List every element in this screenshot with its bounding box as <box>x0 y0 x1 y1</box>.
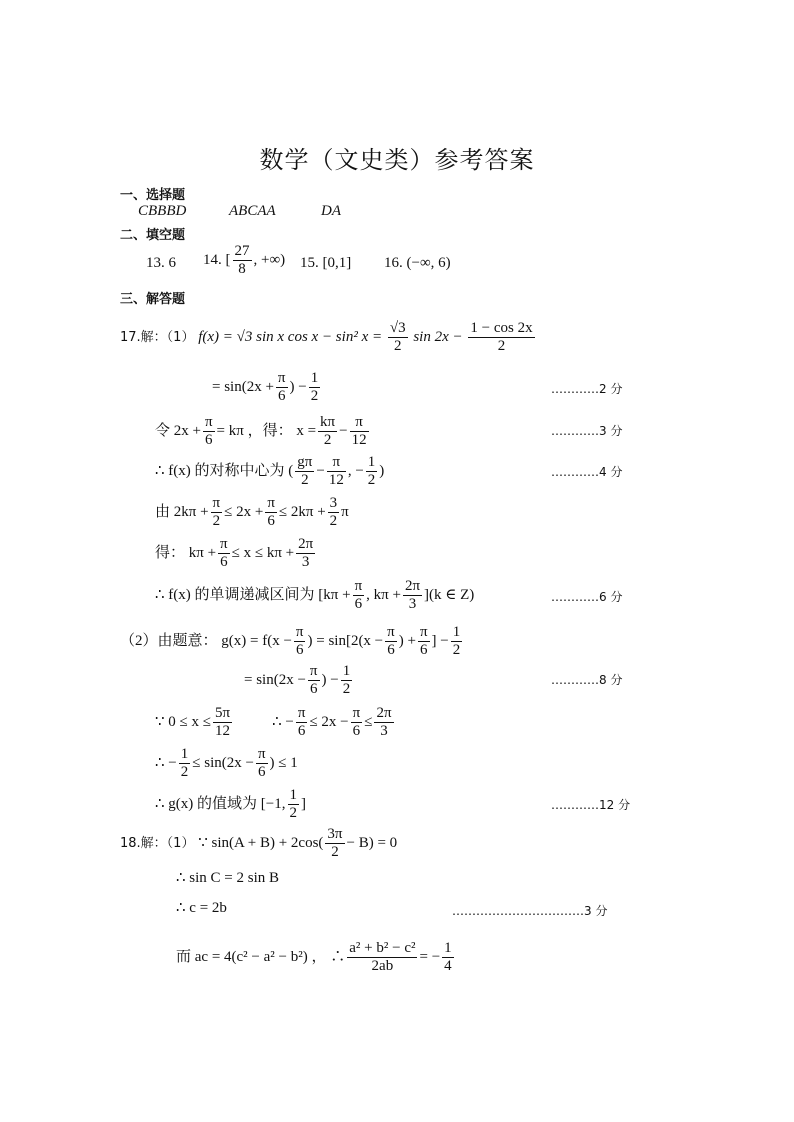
q17-l1-frac1 <box>388 320 408 355</box>
fill-answer-14 <box>203 243 285 278</box>
q17-l5-c: ≤ 2kπ + <box>278 503 326 520</box>
q17-l8-frac3 <box>418 624 430 659</box>
q17-l10-frac4 <box>374 705 393 740</box>
q17-l8-frac1 <box>294 624 306 659</box>
q17-l12-b: ] <box>301 795 306 812</box>
q17-l7-d2: 3 <box>408 596 417 612</box>
q18-label: 18.解：（1） <box>120 835 195 851</box>
q17-l11-frac2 <box>256 746 268 781</box>
fill-answer-16: 16. (−∞, 6) <box>384 255 451 271</box>
q17-l10-n2: π <box>297 705 306 721</box>
q18-score-3: ……………………………3 分 <box>452 904 608 918</box>
q17-l5-d2: 6 <box>267 513 275 529</box>
q17-l4-e: ) <box>379 462 385 479</box>
q17-l10-n3: π <box>352 705 361 721</box>
q17-l10-frac2 <box>296 705 308 740</box>
q17-l2-d2: 2 <box>310 388 319 404</box>
q17-line-4 <box>155 454 384 489</box>
q17-l11-b: ≤ sin(2x − <box>192 754 254 771</box>
q18-l4-b: = − <box>419 948 441 965</box>
q17-l11-d2: 6 <box>258 764 266 780</box>
q18-line-4 <box>176 940 456 975</box>
q17-l7-b: , kπ + <box>366 586 401 603</box>
q17-line-7 <box>155 578 474 613</box>
q17-line-3 <box>155 414 371 449</box>
q17-l8-n1: π <box>295 624 304 640</box>
q17-l8-n2: π <box>387 624 395 640</box>
q17-l11-d1: 2 <box>180 764 189 780</box>
q17-l10-frac3 <box>351 705 363 740</box>
q17-l7-frac2 <box>403 578 422 613</box>
q18-l4-a: 而 ac = 4(c² − a² − b²) ， ∴ <box>176 948 346 965</box>
q17-l11-n2: π <box>257 746 266 762</box>
q18-l4-d2: 4 <box>444 958 452 974</box>
q17-l8-frac2 <box>385 624 397 659</box>
q17-score-4: …………4 分 <box>551 465 623 479</box>
q17-l12-d1: 2 <box>289 805 297 821</box>
q17-line-5 <box>155 495 349 530</box>
q17-l6-n2: 2π <box>298 536 314 552</box>
q17-score-12: …………12 分 <box>551 798 631 812</box>
q17-l9-d2: 2 <box>342 681 351 697</box>
q17-l4-d3: 2 <box>367 472 376 488</box>
q17-l4-n3: 1 <box>367 454 376 470</box>
q17-l3-n3: π <box>350 414 369 432</box>
q17-l3-frac1 <box>203 414 215 449</box>
q17-l9-frac2 <box>341 663 353 698</box>
q18-l1-frac1 <box>325 826 344 861</box>
q17-l8-n4: 1 <box>452 624 461 640</box>
q17-l11-n1: 1 <box>180 746 189 762</box>
q17-l11-frac1 <box>179 746 191 781</box>
q17-l8-d1: 6 <box>295 642 304 658</box>
q18-l4-n1: a² + b² − c² <box>349 940 416 956</box>
section-heading-choice: 一、选择题 <box>120 188 186 203</box>
q17-l6-frac1 <box>218 536 230 571</box>
fill-answer-15: 15. [0,1] <box>300 255 352 271</box>
q17-l4-frac3 <box>366 454 378 489</box>
q17-l12-n1: 1 <box>289 787 297 803</box>
q18-line-3: ∴ c = 2b <box>176 900 227 916</box>
q17-score-2: …………2 分 <box>551 382 623 396</box>
q17-l3-d1: 6 <box>205 432 213 448</box>
q17-l11-c: ) ≤ 1 <box>269 754 298 771</box>
q17-l5-e: π <box>341 503 349 520</box>
q17-l6-b: ≤ x ≤ kπ + <box>231 544 295 561</box>
q17-label: 17.解：（1） <box>120 329 195 345</box>
q17-l2-frac2 <box>309 370 321 405</box>
q17-l10-d4: 3 <box>380 723 388 739</box>
q18-l1-n1: 3π <box>327 826 343 842</box>
q17-l8-a: （2）由题意： g(x) = f(x − <box>120 632 292 649</box>
q17-l10-d2: 6 <box>297 723 306 739</box>
q17-l8-n3: π <box>419 624 428 640</box>
q17-l3-n2: kπ <box>320 414 336 430</box>
q17-l3-frac2 <box>318 414 337 449</box>
fill-14-den: 8 <box>238 261 246 277</box>
q17-l6-a: 得： kπ + <box>155 544 217 561</box>
fill-14-bracket: [ <box>225 251 231 268</box>
q17-l5-d3: 2 <box>329 513 338 529</box>
q17-l1-d1: 2 <box>393 338 402 354</box>
q17-l1-frac2 <box>468 320 534 355</box>
q17-l1-n1: √3 <box>389 320 406 336</box>
q17-l2-a: = sin(2x + <box>212 378 274 395</box>
q17-line-1 <box>120 320 537 355</box>
q17-l5-frac1 <box>211 495 223 530</box>
choice-answers-3: DA <box>321 203 341 219</box>
q17-l4-d1: 2 <box>301 472 309 488</box>
q18-l1-d1: 2 <box>331 844 339 860</box>
q17-l9-n2: 1 <box>342 663 351 679</box>
q17-line-2 <box>212 370 322 405</box>
q17-l8-d2: 6 <box>387 642 395 658</box>
q17-l12-a: ∴ g(x) 的值域为 [−1, <box>155 795 286 812</box>
q17-l10-n4: 2π <box>376 705 392 721</box>
q17-l10-frac1 <box>213 705 232 740</box>
q17-l4-n2: π <box>327 454 346 472</box>
q17-l5-n3: 3 <box>329 495 338 511</box>
q17-l8-d3: 6 <box>419 642 428 658</box>
q17-l4-frac2 <box>327 454 346 489</box>
q17-line-8 <box>120 624 464 659</box>
fill-14-num: 27 <box>234 243 250 259</box>
q17-l7-frac1 <box>353 578 365 613</box>
choice-answers-1: CBBBD <box>138 203 187 219</box>
q17-l2-b: ) − <box>289 378 307 395</box>
q17-l5-n2: π <box>267 495 275 511</box>
q18-l4-n2: 1 <box>444 940 452 956</box>
q17-l8-d4: 2 <box>452 642 461 658</box>
q17-l10-n1: 5π <box>215 705 231 721</box>
q17-l1-n2: 1 − cos 2x <box>470 320 533 336</box>
q17-l9-a: = sin(2x − <box>244 671 306 688</box>
q17-l9-n1: π <box>309 663 318 679</box>
q17-l6-d2: 3 <box>301 554 310 570</box>
fill-14-tail: , +∞) <box>253 251 286 268</box>
q18-l4-d1: 2ab <box>371 958 394 974</box>
q17-l10-e: ≤ <box>364 713 373 730</box>
q17-l3-n1: π <box>204 414 213 430</box>
q17-l3-b: = kπ ，得： x = <box>216 422 317 439</box>
q17-line-9 <box>244 663 354 698</box>
q17-l7-d1: 6 <box>354 596 363 612</box>
q18-l1-a: ∵ sin(A + B) + 2cos( <box>198 834 324 851</box>
q17-l10-d3: 6 <box>352 723 361 739</box>
q17-l4-a: ∴ f(x) 的对称中心为 ( <box>155 462 294 479</box>
q17-l5-frac2 <box>265 495 277 530</box>
q18-l1-b: − B) = 0 <box>346 834 398 851</box>
q17-l6-n1: π <box>220 536 228 552</box>
q17-line-12 <box>155 787 306 822</box>
q17-l8-b: ) = sin[2(x − <box>307 632 384 649</box>
q17-l5-a: 由 2kπ + <box>155 503 209 520</box>
q17-l3-c: − <box>339 422 348 439</box>
q17-line-11 <box>155 746 298 781</box>
q17-l7-n2: 2π <box>404 578 421 594</box>
q17-l4-b: − <box>316 462 325 479</box>
q17-l3-a: 令 2x + <box>155 422 201 439</box>
q17-l11-a: ∴ − <box>155 754 177 771</box>
choice-answers-2: ABCAA <box>229 203 276 219</box>
q17-l10-a: ∵ 0 ≤ x ≤ <box>155 713 212 730</box>
q17-score-6: …………6 分 <box>551 590 623 604</box>
q17-l10-c: ≤ 2x − <box>309 713 349 730</box>
q17-l2-frac1 <box>276 370 288 405</box>
q17-l4-frac1 <box>295 454 314 489</box>
q18-l4-frac1 <box>347 940 417 975</box>
q17-score-8: …………8 分 <box>551 673 623 687</box>
q17-l8-e: ] − <box>431 632 449 649</box>
q17-l2-d1: 6 <box>277 388 286 404</box>
q17-l1-d2: 2 <box>497 338 506 354</box>
q17-l9-d1: 6 <box>309 681 318 697</box>
section-heading-solutions: 三、解答题 <box>120 292 186 307</box>
q18-l4-frac2 <box>442 940 454 975</box>
q17-l6-frac2 <box>296 536 315 571</box>
q17-l12-frac1 <box>288 787 300 822</box>
q17-l10-b: ∴ − <box>272 713 294 730</box>
q17-l1-b: sin 2x − <box>413 328 463 345</box>
page-title: 数学（文史类）参考答案 <box>259 148 535 174</box>
fill-14-fraction <box>233 243 252 278</box>
q17-l7-a: ∴ f(x) 的单调递减区间为 [kπ + <box>155 586 351 603</box>
q17-l4-d2: 12 <box>328 472 344 488</box>
q17-l3-d2: 2 <box>323 432 332 448</box>
q17-l5-d1: 2 <box>212 513 221 529</box>
q17-l8-frac4 <box>451 624 463 659</box>
q17-l9-b: ) − <box>321 671 339 688</box>
fill-14-prefix: 14. <box>203 251 222 268</box>
q18-line-1 <box>120 826 397 861</box>
q17-l1-a: f(x) = √3 sin x cos x − sin² x = <box>198 328 383 345</box>
q17-l7-n1: π <box>354 578 363 594</box>
q17-line-6 <box>155 536 317 571</box>
q17-l2-n2: 1 <box>310 370 319 386</box>
q17-l8-c: ) + <box>398 632 416 649</box>
fill-answer-13: 13. 6 <box>146 255 176 271</box>
q17-line-10 <box>155 705 396 740</box>
q17-l6-d1: 6 <box>220 554 228 570</box>
q17-l5-frac3 <box>328 495 340 530</box>
q18-line-2: ∴ sin C = 2 sin B <box>176 870 280 886</box>
q17-l9-frac1 <box>308 663 320 698</box>
q17-l5-b: ≤ 2x + <box>224 503 264 520</box>
q17-score-3: …………3 分 <box>551 424 623 438</box>
q17-l7-c: ](k ∈ Z) <box>424 586 475 603</box>
q17-l3-d3: 12 <box>351 432 367 448</box>
q17-l5-n1: π <box>212 495 221 511</box>
section-heading-fill: 二、填空题 <box>120 228 186 243</box>
q17-l4-c: , − <box>347 462 364 479</box>
q17-l4-n1: gπ <box>297 454 313 470</box>
q17-l10-d1: 12 <box>215 723 231 739</box>
q17-l2-n1: π <box>277 370 286 386</box>
q17-l3-frac3 <box>350 414 369 449</box>
